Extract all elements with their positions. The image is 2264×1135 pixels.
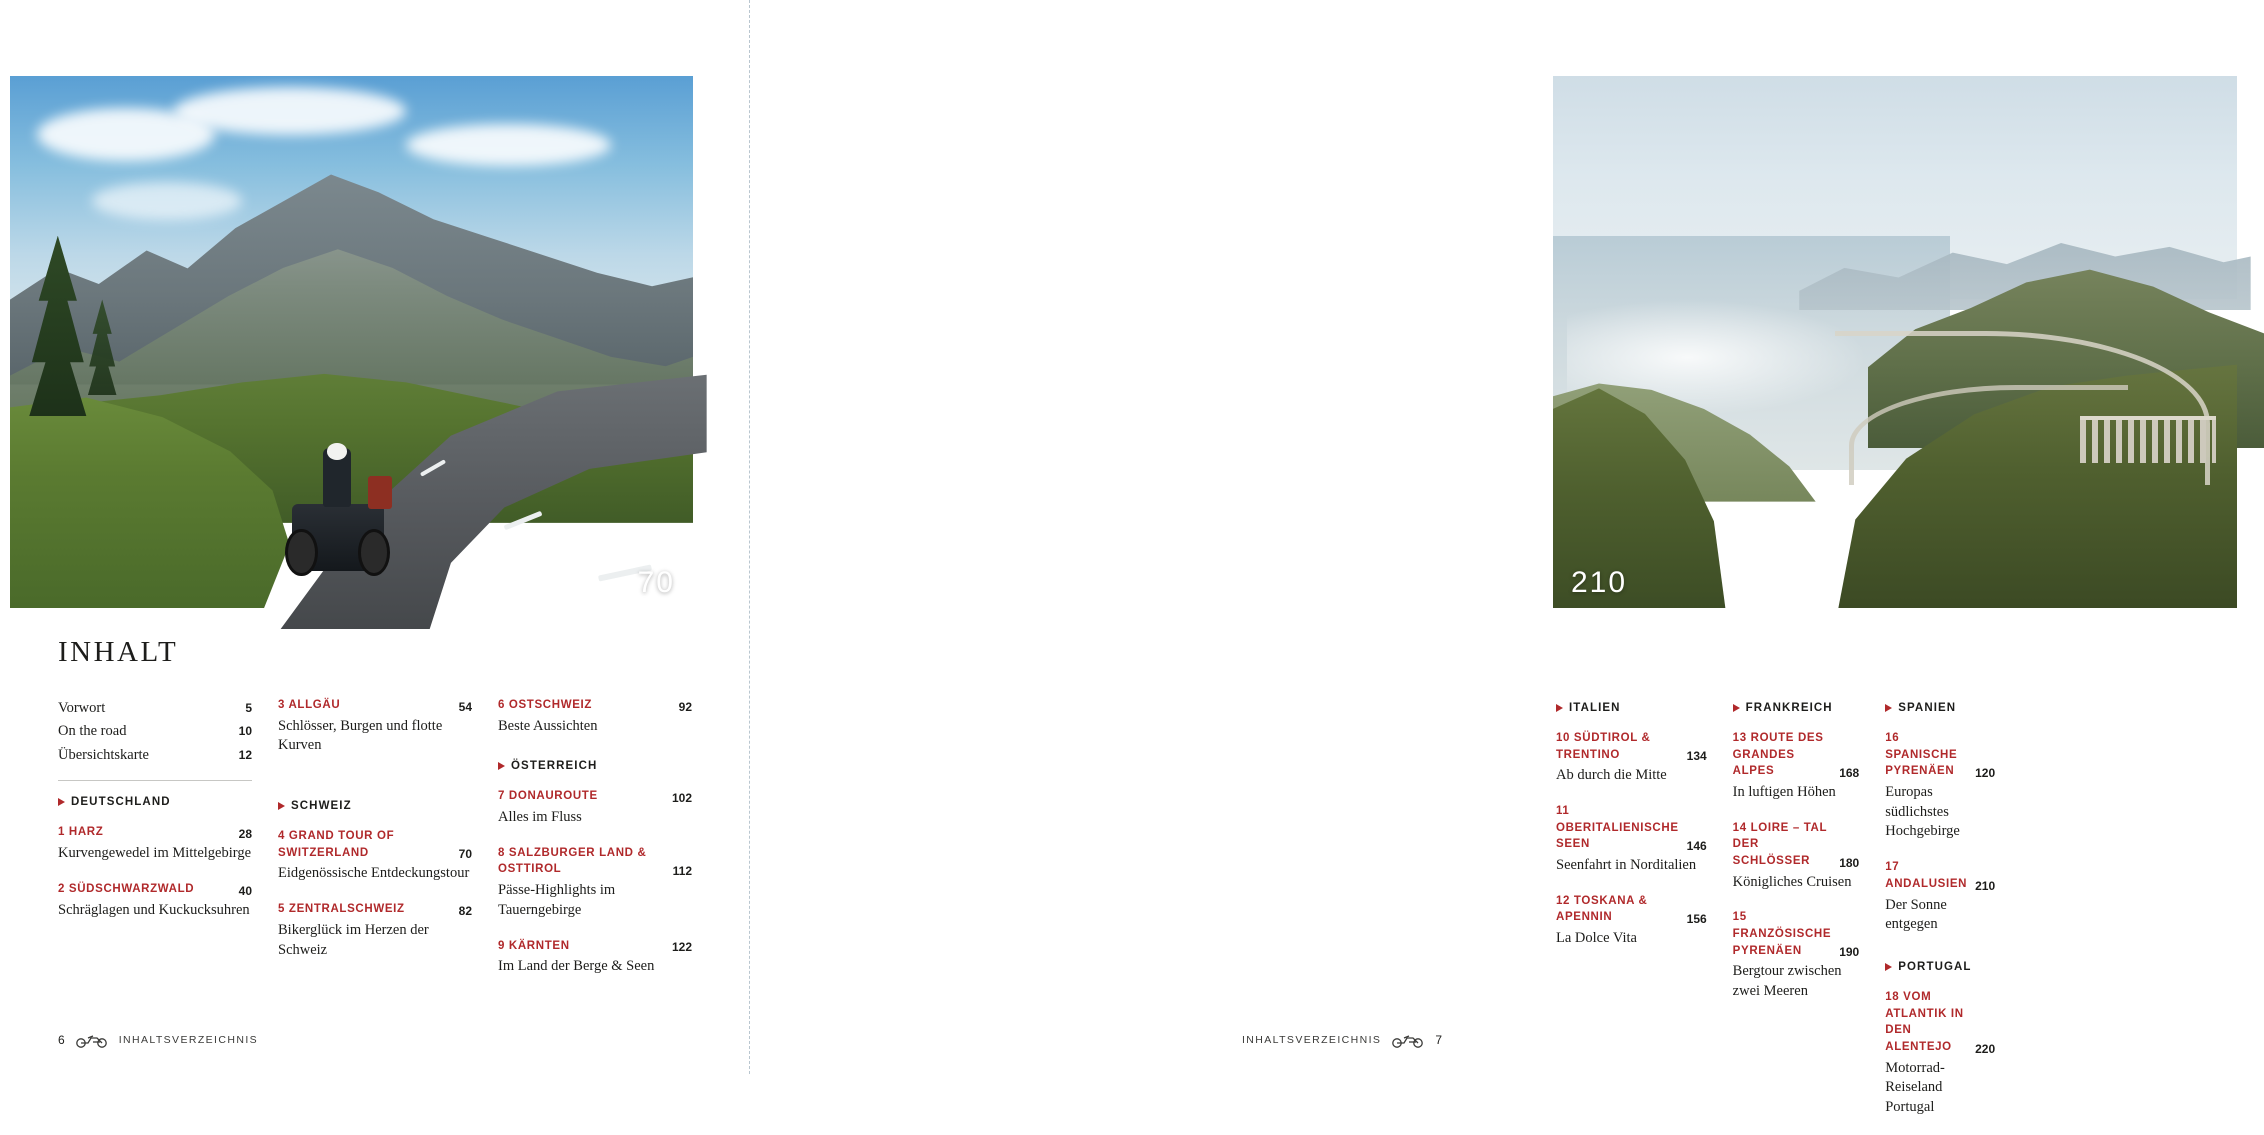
toc-entry-page: 146 — [1686, 839, 1707, 854]
toc-entry-title: 14 LOIRE – TAL DER SCHLÖSSER — [1732, 821, 1827, 868]
country-label: SPANIEN — [1898, 702, 1957, 714]
toc-entry[interactable] — [1733, 730, 1860, 803]
toc-entry-page: 70 — [458, 847, 472, 862]
toc-entry-head — [58, 881, 252, 898]
triangle-bullet-icon — [1885, 704, 1892, 712]
toc-entry-title: 6 OSTSCHWEIZ — [498, 699, 593, 711]
front-wheel — [285, 529, 317, 576]
toc-entry-page: 54 — [458, 699, 472, 714]
toc-entry-subtitle: In luftigen Höhen — [1732, 784, 1836, 801]
toc-entry-title: 9 KÄRNTEN — [498, 939, 570, 952]
toc-entry-page: 134 — [1686, 749, 1707, 764]
toc-entry-page: 28 — [238, 827, 252, 842]
toc-entry-page: 112 — [672, 864, 692, 879]
toc-entry[interactable] — [498, 697, 692, 736]
toc-column-4 — [1556, 700, 1707, 1135]
toc-entry-head — [1556, 893, 1707, 926]
country-label: SCHWEIZ — [291, 800, 352, 813]
country-heading-frankreich — [1733, 702, 1860, 714]
page-title: INHALT — [58, 636, 179, 668]
toc-entry-title: 18 VOM ATLANTIK IN DEN ALENTEJO — [1885, 990, 1964, 1053]
toc-entry[interactable] — [58, 881, 252, 920]
cloud-shape — [174, 87, 406, 135]
country-label: ÖSTERREICH — [511, 760, 598, 773]
photo-page-number-left: 70 — [637, 566, 675, 599]
toc-entry-head — [498, 938, 692, 955]
footer-label: INHALTSVERZEICHNIS — [118, 1034, 259, 1046]
toc-entry-title: 10 SÜDTIROL & TRENTINO — [1556, 732, 1651, 761]
toc-entry[interactable] — [1733, 909, 1860, 1001]
country-heading-italien — [1556, 702, 1707, 714]
toc-entry-page: 40 — [238, 883, 252, 898]
toc-entry-title: 17 ANDALUSIEN — [1885, 861, 1968, 890]
rider-helmet — [327, 443, 347, 460]
toc-entry-page: 190 — [1839, 945, 1860, 960]
toc-entry-page: 210 — [1975, 878, 1996, 893]
country-label: ITALIEN — [1569, 702, 1621, 714]
toc-entry-head — [498, 788, 692, 805]
divider — [58, 780, 252, 781]
alpine-road-motorcycle-photo — [10, 76, 693, 608]
country-heading-deutschland — [58, 796, 252, 808]
cloud-shape — [92, 182, 242, 219]
toc-entry-page: 102 — [671, 791, 692, 806]
front-matter-label: Übersichtskarte — [58, 746, 149, 763]
page-left — [0, 0, 750, 1074]
toc-entry-subtitle: Ab durch die Mitte — [1556, 767, 1667, 784]
toc-entry[interactable] — [1885, 859, 1995, 935]
toc-entry-subtitle: Schlösser, Burgen und flotte Kurven — [278, 717, 443, 754]
toc-entry-page: 156 — [1686, 912, 1707, 927]
toc-entry-page: 220 — [1975, 1041, 1996, 1056]
toc-entry-page: 82 — [458, 903, 472, 918]
front-matter-page: 12 — [238, 747, 252, 762]
toc-entry-title: 13 ROUTE DES GRANDES ALPES — [1732, 732, 1824, 778]
toc-entry-head — [1885, 989, 1995, 1056]
toc-entry-head — [1556, 730, 1707, 763]
toc-entry-head — [278, 828, 472, 861]
footer-page-number: 6 — [58, 1033, 65, 1047]
front-matter-label: On the road — [58, 723, 127, 740]
triangle-bullet-icon — [1733, 704, 1740, 712]
country-heading-spanien — [1885, 702, 1995, 714]
country-label: PORTUGAL — [1898, 960, 1972, 973]
toc-entry[interactable] — [1556, 893, 1707, 949]
toc-entry-title: 5 ZENTRALSCHWEIZ — [278, 903, 405, 916]
toc-entry-page: 168 — [1839, 766, 1860, 781]
toc-entry-subtitle: Schräglagen und Kuckucksuhren — [58, 901, 250, 918]
toc-entry-subtitle: Bergtour zwischen zwei Meeren — [1732, 963, 1842, 1000]
toc-column-6 — [1885, 700, 1995, 1135]
triangle-bullet-icon — [1556, 704, 1563, 712]
toc-entry[interactable] — [498, 845, 692, 921]
motorcycle-icon — [75, 1032, 109, 1048]
toc-entry-title: 8 SALZBURGER LAND & OSTTIROL — [498, 846, 647, 876]
photo-page-number-right: 210 — [1571, 566, 1628, 599]
country-label: DEUTSCHLAND — [71, 796, 171, 809]
toc-entry[interactable] — [498, 938, 692, 977]
toc-entry[interactable] — [1556, 803, 1707, 876]
toc-entry-page: 92 — [678, 699, 692, 714]
toc-entry-subtitle: Alles im Fluss — [498, 809, 582, 826]
toc-entry[interactable] — [58, 824, 252, 863]
toc-entry-head — [1885, 859, 1995, 892]
toc-entry-title: 2 SÜDSCHWARZWALD — [58, 882, 195, 895]
footer-label: INHALTSVERZEICHNIS — [1241, 1034, 1382, 1046]
toc-entry-subtitle: Kurvengewedel im Mittelgebirge — [58, 845, 252, 862]
toc-entry-subtitle: Im Land der Berge & Seen — [498, 958, 655, 975]
motorcycle-rider — [283, 443, 392, 571]
toc-entry-title: 12 TOSKANA & APENNIN — [1556, 894, 1648, 924]
footer-left — [58, 1032, 258, 1048]
front-matter-row[interactable] — [58, 697, 252, 720]
toc-columns-left — [58, 697, 692, 994]
front-matter-page: 5 — [245, 701, 252, 715]
toc-entry-subtitle: Motorrad-Reiseland Portugal — [1885, 1059, 1945, 1116]
toc-entry[interactable] — [278, 828, 472, 884]
toc-entry-title: 1 HARZ — [58, 826, 104, 839]
toc-column-1 — [58, 697, 252, 994]
toc-entry-subtitle: Eidgenössische Entdeckungstour — [278, 865, 470, 882]
toc-entry-head — [1556, 803, 1707, 853]
toc-entry-title: 16 SPANISCHE PYRENÄEN — [1885, 732, 1958, 778]
toc-entry-page: 122 — [671, 940, 692, 955]
coastal-serpentine-road-photo — [1553, 76, 2237, 608]
toc-entry-head — [1885, 730, 1995, 780]
triangle-bullet-icon — [498, 762, 505, 770]
toc-entry[interactable] — [1885, 730, 1995, 842]
motorcycle-icon — [1391, 1032, 1425, 1048]
page-gutter-divider — [749, 0, 751, 1074]
footer-page-number: 7 — [1435, 1033, 1442, 1047]
rear-wheel — [358, 529, 390, 576]
toc-column-5 — [1733, 700, 1860, 1135]
viaduct-arches — [2080, 416, 2217, 463]
toc-entry[interactable] — [278, 697, 472, 756]
toc-entry-head — [1733, 820, 1860, 870]
toc-entry-title: 4 GRAND TOUR OF SWITZERLAND — [278, 830, 395, 859]
toc-entry-subtitle: Bikerglück im Herzen der Schweiz — [278, 921, 429, 958]
toc-entry[interactable] — [498, 788, 692, 827]
country-label: FRANKREICH — [1745, 702, 1833, 714]
country-heading-oesterreich — [498, 760, 692, 772]
toc-left-content — [58, 636, 692, 1004]
footer-right — [1242, 1032, 1442, 1048]
toc-entry-head — [1733, 730, 1860, 780]
toc-entry-head — [278, 901, 472, 918]
country-heading-portugal — [1885, 961, 1995, 973]
toc-entry[interactable] — [278, 901, 472, 960]
toc-entry-subtitle: Königliches Cruisen — [1732, 873, 1852, 890]
front-matter-page: 10 — [238, 724, 252, 739]
triangle-bullet-icon — [278, 802, 285, 810]
toc-entry[interactable] — [1556, 730, 1707, 786]
toc-entry[interactable] — [1733, 820, 1860, 893]
front-matter-row[interactable] — [58, 744, 252, 767]
page-right — [750, 0, 1996, 1116]
front-matter-label: Vorwort — [58, 700, 106, 716]
toc-column-3 — [498, 697, 692, 994]
luggage-bag — [368, 476, 392, 509]
toc-entry-head — [1733, 909, 1860, 959]
toc-entry-title: 3 ALLGÄU — [278, 699, 341, 711]
toc-entry-page: 180 — [1839, 855, 1860, 870]
triangle-bullet-icon — [58, 798, 65, 806]
toc-entry-title: 7 DONAUROUTE — [498, 790, 598, 803]
toc-entry-title: 11 OBERITALIENISCHE SEEN — [1556, 805, 1679, 851]
toc-entry-subtitle: Pässe-Highlights im Tauerngebirge — [498, 882, 616, 918]
toc-entry[interactable] — [1885, 989, 1995, 1118]
toc-column-2 — [278, 697, 472, 994]
toc-entry-title: 15 FRANZÖSISCHE PYRENÄEN — [1732, 911, 1832, 957]
toc-entry-head — [278, 697, 472, 714]
toc-entry-subtitle: Beste Aussichten — [498, 717, 598, 734]
toc-entry-head — [58, 824, 252, 841]
toc-entry-subtitle: Seenfahrt in Norditalien — [1556, 857, 1697, 874]
toc-entry-subtitle: La Dolce Vita — [1556, 930, 1637, 947]
toc-entry-head — [498, 845, 692, 878]
toc-entry-head — [498, 697, 692, 714]
toc-entry-subtitle: Europas südlichstes Hochgebirge — [1885, 784, 1960, 840]
triangle-bullet-icon — [1885, 963, 1892, 971]
toc-entry-page: 120 — [1975, 766, 1996, 781]
toc-entry-subtitle: Der Sonne entgegen — [1885, 896, 1947, 933]
front-matter-row[interactable] — [58, 720, 252, 743]
country-heading-schweiz — [278, 800, 472, 812]
cloud-shape — [406, 124, 611, 167]
